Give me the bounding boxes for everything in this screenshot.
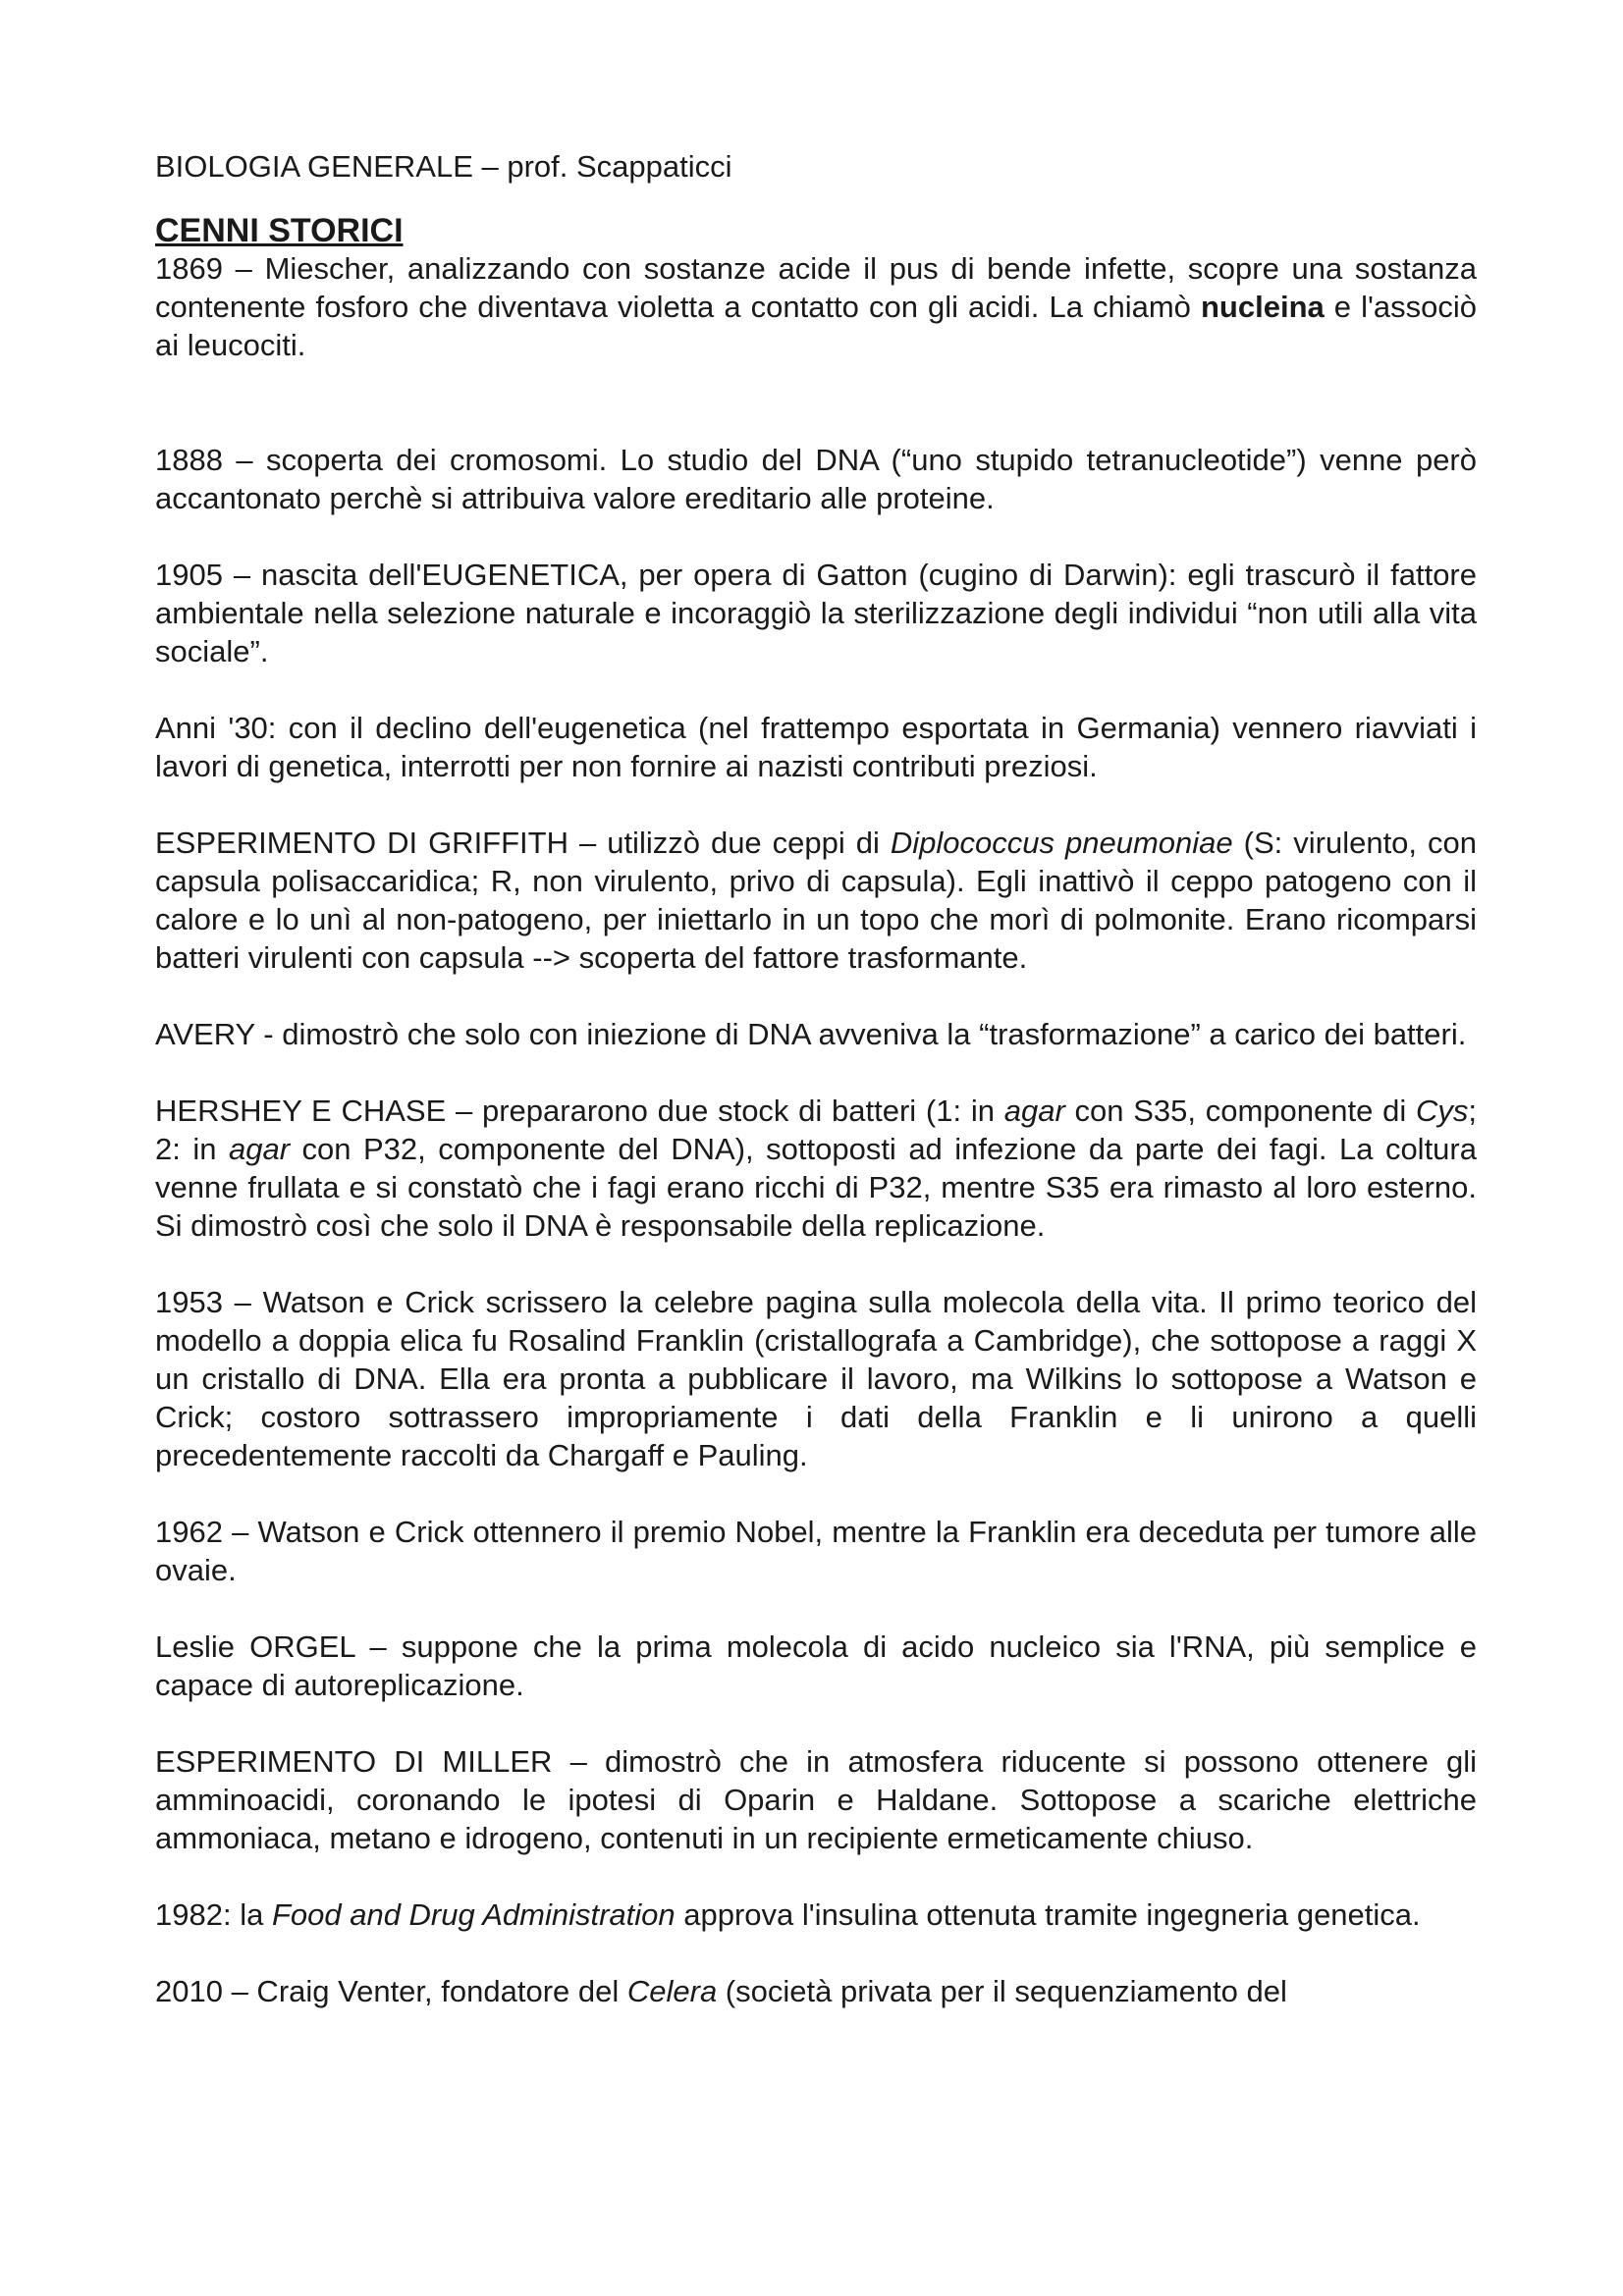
paragraph-miller: ESPERIMENTO DI MILLER – dimostrò che in atmosfera riducente si possono ottenere gli amminoacidi, coronando le ipotesi di Oparin e Haldane. Sottopose a scariche elettriche ammoniaca, metano e idrogeno, contenuti in un recipiente ermeticamente chiuso. bbox=[155, 1744, 1477, 1855]
paragraph-1962: 1962 – Watson e Crick ottennero il premio Nobel, mentre la Franklin era deceduta per tumore alle ovaie. bbox=[155, 1515, 1477, 1587]
paragraph-text: approva l'insulina ottenuta tramite ingegneria genetica. bbox=[675, 1897, 1421, 1932]
document-page bbox=[155, 147, 1477, 2010]
paragraph-avery: AVERY - dimostrò che solo con iniezione di DNA avveniva la “trasformazione” a carico dei batteri. bbox=[155, 1017, 1467, 1051]
species-name: Diplococcus pneumoniae bbox=[890, 826, 1233, 860]
paragraph-text: 1982: la bbox=[155, 1897, 272, 1932]
paragraph-text: (società privata per il sequenziamento del bbox=[717, 1974, 1287, 2008]
paragraph-text: con P32, componente del DNA), sottoposti ad infezione da parte dei fagi. La coltura venne frullata e si constatò che i fagi erano ricchi di P32, mentre S35 era rimasto al loro esterno. Si dimostrò così che solo il DNA è responsabile della replicazione. bbox=[155, 1132, 1477, 1243]
paragraph-text: ; 2: in bbox=[155, 1094, 1477, 1166]
paragraph-text: 2010 – Craig Venter, fondatore del bbox=[155, 1974, 627, 2008]
paragraph-1888: 1888 – scoperta dei cromosomi. Lo studio del DNA (“uno stupido tetranucleotide”) venne però accantonato perchè si attribuiva valore ereditario alle proteine. bbox=[155, 443, 1477, 515]
term-agar: agar bbox=[228, 1132, 291, 1166]
paragraph-text: con S35, componente di bbox=[1064, 1094, 1416, 1128]
paragraph-1953: 1953 – Watson e Crick scrissero la celebre pagina sulla molecola della vita. Il primo teorico del modello a doppia elica fu Rosalind Franklin (cristallografa a Cambridge), che sottopose a raggi X un cristallo di DNA. Ella era pronta a pubblicare il lavoro, ma Wilkins lo sottopose a Watson e Crick; costoro sottrassero impropriamente i dati della Franklin e li unirono a quelli precedentemente raccolti da Chargaff e Pauling. bbox=[155, 1285, 1477, 1472]
paragraph-text: HERSHEY E CHASE – prepararono due stock di batteri (1: in bbox=[155, 1094, 1004, 1128]
term-fda: Food and Drug Administration bbox=[271, 1897, 676, 1932]
course-header: BIOLOGIA GENERALE – prof. Scappaticci bbox=[155, 149, 732, 184]
paragraph-1982 bbox=[155, 1896, 1477, 1934]
paragraph-text: (S: virulento, con capsula polisaccaridica; R, non virulento, privo di capsula). Egli inattivò il ceppo patogeno con il calore e lo unì al non-patogeno, per iniettarlo in un topo che morì di polmonite. Erano ricomparsi batteri virulenti con capsula --> scoperta del fattore trasformante. bbox=[155, 826, 1478, 975]
paragraph-1905: 1905 – nascita dell'EUGENETICA, per opera di Gatton (cugino di Darwin): egli trascurò il fattore ambientale nella selezione naturale e incoraggiò la sterilizzazione degli individui “non utili alla vita sociale”. bbox=[155, 558, 1477, 668]
paragraph-griffith bbox=[155, 824, 1477, 977]
term-celera: Celera bbox=[626, 1974, 718, 2008]
paragraph-text: 1869 – Miescher, analizzando con sostanze acide il pus di bende infette, scopre una sostanza contenente fosforo che diventava violetta a contatto con gli acidi. La chiamò bbox=[155, 251, 1477, 324]
paragraph-text: e l'associò ai leucociti. bbox=[155, 290, 1477, 362]
paragraph-orgel: Leslie ORGEL – suppone che la prima molecola di acido nucleico sia l'RNA, più semplice e capace di autoreplicazione. bbox=[155, 1629, 1477, 1702]
paragraph-hershey-chase bbox=[155, 1092, 1477, 1245]
term-agar: agar bbox=[1003, 1094, 1065, 1128]
paragraph-text: ESPERIMENTO DI GRIFFITH – utilizzò due ceppi di bbox=[155, 826, 891, 860]
paragraph-2010 bbox=[155, 1972, 1477, 2010]
term-nucleina: nucleina bbox=[1200, 290, 1325, 324]
paragraph-anni-30: Anni '30: con il declino dell'eugenetica (nel frattempo esportata in Germania) vennero riavviati i lavori di genetica, interrotti per non fornire ai nazisti contributi preziosi. bbox=[155, 711, 1477, 783]
section-title: CENNI STORICI bbox=[155, 212, 404, 249]
term-cys: Cys bbox=[1415, 1094, 1469, 1128]
paragraph-1869 bbox=[155, 249, 1477, 364]
